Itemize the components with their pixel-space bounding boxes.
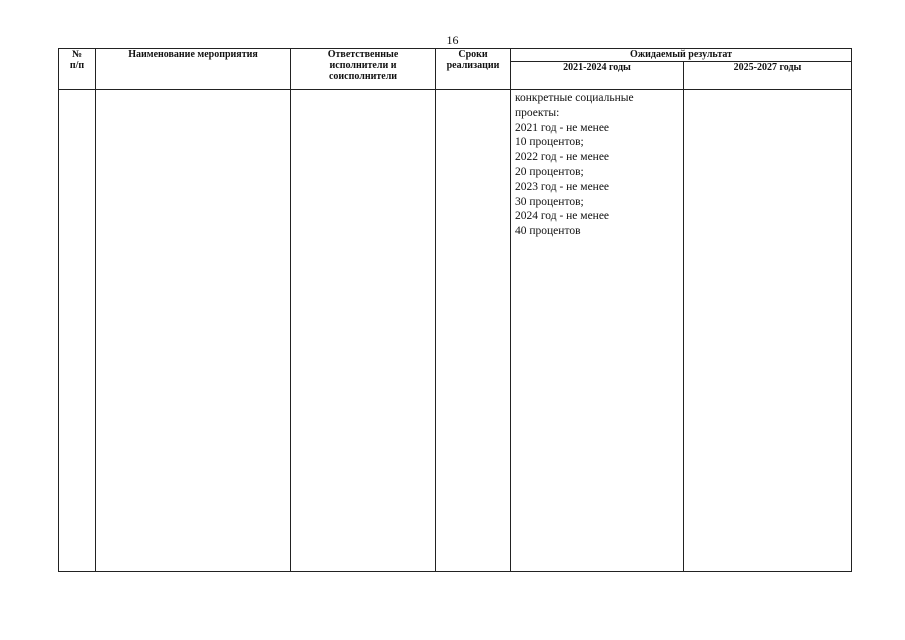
page-number: 16 — [446, 33, 459, 47]
header-num-line-2: п/п — [69, 60, 85, 71]
header-num — [59, 49, 96, 90]
header-responsible — [291, 49, 436, 90]
header-responsible-line-2: исполнители и — [329, 60, 397, 71]
result-line: 10 процентов; — [515, 136, 584, 149]
header-period-2021-2024: 2021-2024 годы — [511, 62, 684, 90]
header-num-line-1: № — [71, 49, 83, 60]
header-expected-result: Ожидаемый результат — [511, 49, 852, 62]
result-line: конкретные социальные — [515, 92, 634, 104]
header-period-2025-2027: 2025-2027 годы — [684, 62, 852, 90]
result-text-2021-2024 — [511, 90, 683, 239]
table-row — [59, 90, 852, 572]
result-line: проекты: — [515, 106, 560, 119]
cell-name — [96, 90, 291, 572]
measures-table — [58, 48, 852, 572]
result-line: 2022 год - не менее — [515, 151, 610, 164]
cell-terms — [436, 90, 511, 572]
cell-num — [59, 90, 96, 572]
result-line: 2021 год - не менее — [515, 121, 610, 134]
header-terms-line-2: реализации — [446, 60, 500, 71]
cell-result-2021-2024 — [511, 90, 684, 572]
result-line: 20 процентов; — [515, 165, 584, 178]
cell-result-2025-2027 — [684, 90, 852, 572]
header-terms-line-1: Сроки — [458, 49, 488, 60]
result-line: 30 процентов; — [515, 195, 584, 208]
header-responsible-line-1: Ответственные — [327, 49, 399, 60]
result-line: 2024 год - не менее — [515, 210, 610, 223]
cell-responsible — [291, 90, 436, 572]
result-line: 40 процентов — [515, 225, 581, 238]
result-line: 2023 год - не менее — [515, 180, 610, 193]
header-name: Наименование мероприятия — [96, 49, 291, 90]
header-responsible-line-3: соисполнители — [328, 71, 398, 82]
header-terms — [436, 49, 511, 90]
